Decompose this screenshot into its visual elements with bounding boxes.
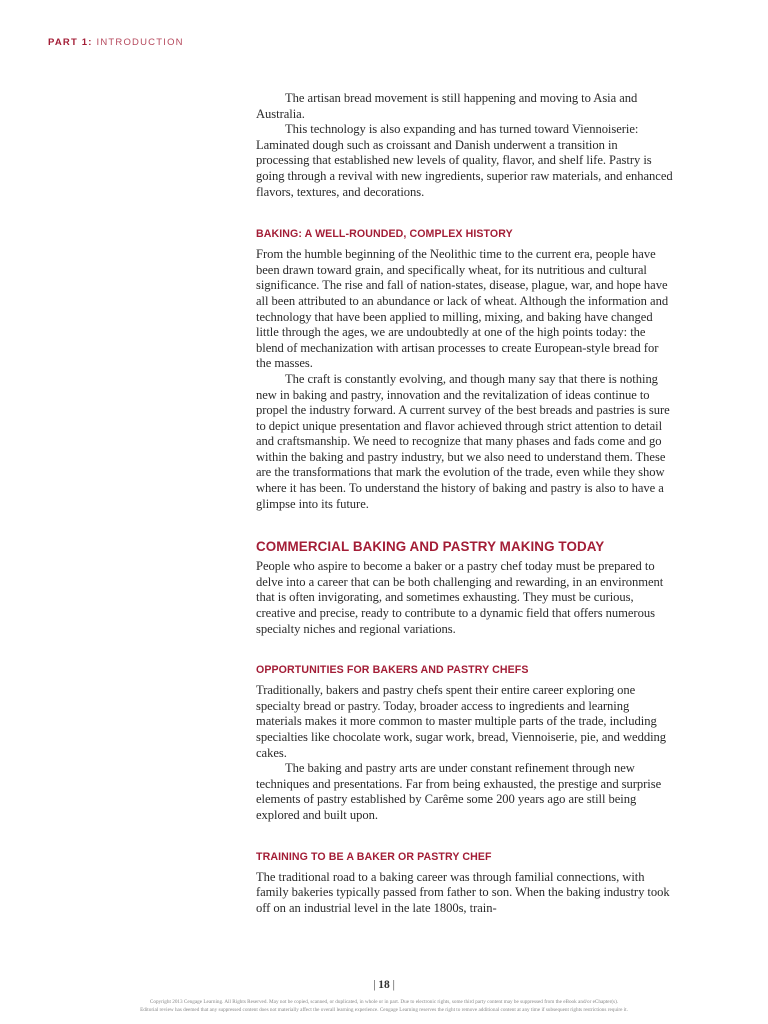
heading-history: BAKING: A WELL-ROUNDED, COMPLEX HISTORY — [256, 228, 513, 241]
history-paragraph-2: The craft is constantly evolving, and though many say that there is nothing new in baking and pastry, innovation and the revitalization of ideas continue to propel the industry forward. A current survey of the best breads and pastries is sure to depict unique presentation and flavor achieved through strict attention to detail and craftsmanship. We need to recognize that many phases and fads come and go within the baking and pastry industry, but we also need to understand them. These are the transformations that mark the evolution of the trade, even while they show where it has been. To understand the history of baking and pastry is also to have a glimpse into its future. — [256, 371, 670, 511]
running-head-part: PART 1: — [48, 37, 93, 48]
running-head-section: INTRODUCTION — [96, 37, 184, 48]
intro-paragraph-2: This technology is also expanding and has turned toward Viennoiserie: Laminated dough such as croissant and Danish underwent a transition in processing that established new levels of quality, flavor, and shelf life. Pastry is going through a revival with new ingredients, superior raw materials, and enhanced flavors, textures, and decorations. — [256, 122, 673, 199]
heading-training: TRAINING TO BE A BAKER OR PASTRY CHEF — [256, 850, 492, 863]
commercial-paragraph-1: People who aspire to become a baker or a pastry chef today must be prepared to delve into a career that can be both challenging and rewarding, in an environment that is often invigorating, and sometimes exhausting. They must be curious, creative and precise, ready to contribute to a dynamic field that offers numerous specialty niches and regional variations. — [256, 559, 664, 636]
copyright-notice — [40, 998, 728, 1014]
heading-commercial-baking: COMMERCIAL BAKING AND PASTRY MAKING TODAY — [256, 539, 605, 555]
training-paragraph-1: The traditional road to a baking career was through familial connections, with family bakeries typically passed from father to son. When the baking industry took off on an industrial level in the late 1800s, train- — [256, 869, 670, 915]
opportunities-paragraph-1: Traditionally, bakers and pastry chefs spent their entire career exploring one specialty bread or pastry. Today, broader access to ingredients and learning materials makes it more common to master multiple parts of the trade, including specialties like chocolate work, sugar work, bread, Viennoiserie, pie, and wedding cakes. — [256, 683, 667, 760]
page-number-value: 18 — [378, 979, 390, 991]
intro-paragraph-1: The artisan bread movement is still happening and moving to Asia and Australia. — [256, 91, 638, 121]
opportunities-paragraph-2: The baking and pastry arts are under constant refinement through new techniques and presentations. Far from being exhausted, the prestige and surprise elements of pastry established by Carême some 200 years ago are still being explored and built upon. — [256, 761, 662, 822]
copyright-line-1: Copyright 2013 Cengage Learning. All Rights Reserved. May not be copied, scanned, or duplicated, in whole or in part. Due to electronic rights, some third party content may be suppressed from the eBook and/or eChapter(s). — [149, 999, 619, 1005]
heading-opportunities: OPPORTUNITIES FOR BAKERS AND PASTRY CHEFS — [256, 664, 529, 677]
page-number: | 18 | — [373, 979, 395, 991]
text-column — [256, 91, 674, 916]
running-head — [48, 37, 184, 48]
copyright-line-2: Editorial review has deemed that any suppressed content does not materially affect the overall learning experience. Cengage Learning reserves the right to remove additional content at any time if subsequent rights restrictions require it. — [140, 1007, 628, 1013]
history-paragraph-1: From the humble beginning of the Neolithic time to the current era, people have been drawn toward grain, and specifically wheat, for its nutritious and cultural significance. The rise and fall of nation-states, disease, plague, war, and hope have all been attributed to an abundance or lack of wheat. Although the information and technology that have been applied to milling, mixing, and baking have changed little through the ages, we are undoubtedly at one of the high points today: the blend of mechanization with artisan processes to create European-style bread for the masses. — [256, 247, 669, 371]
